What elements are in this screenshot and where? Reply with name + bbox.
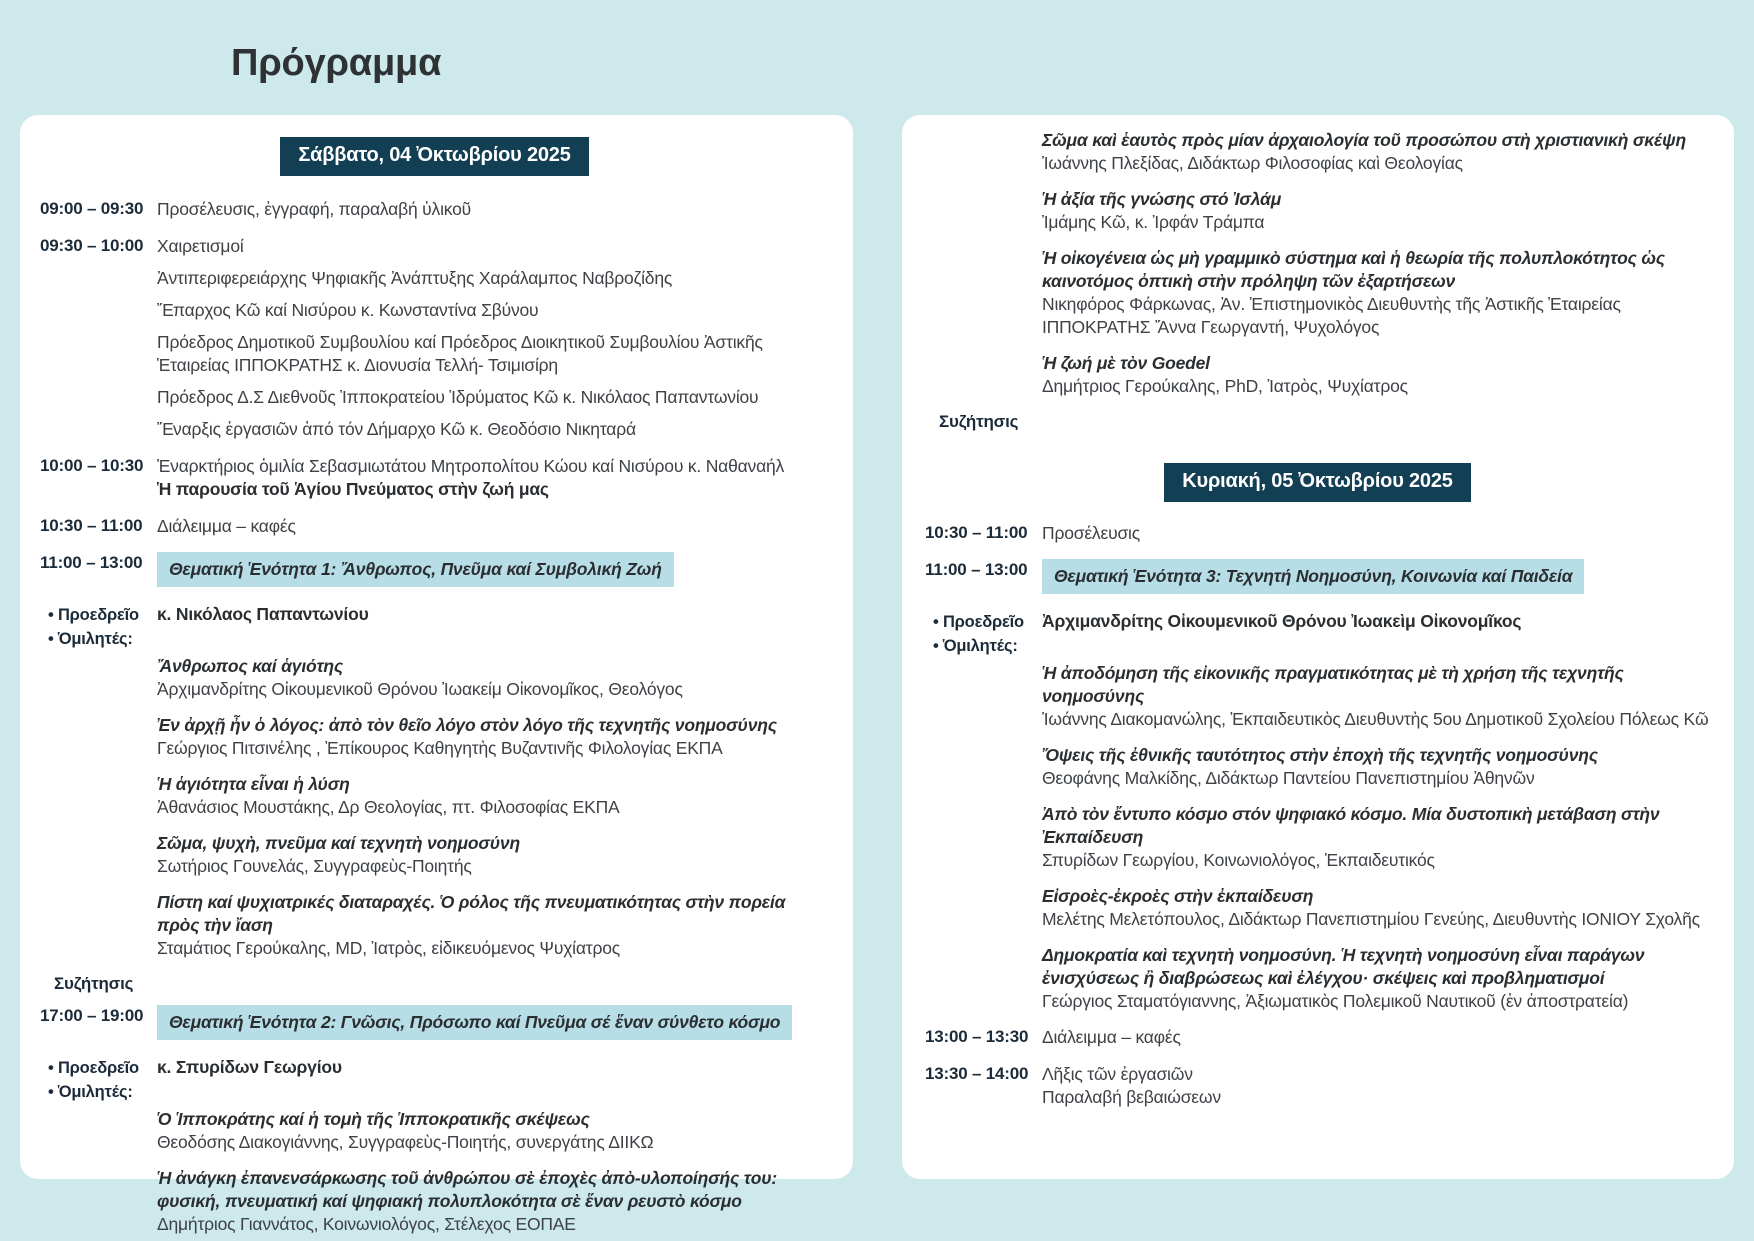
talk-title: Εἰσροὲς-ἐκροὲς στὴν ἐκπαίδευση [1042, 886, 1314, 906]
talk-row [925, 129, 1710, 175]
talk-title: Ἡ οἰκογένεια ὡς μὴ γραμμικὸ σύστημα καὶ ἡ θεωρία τῆς πολυπλοκότητος ὡς καινοτόμος ὀπτικὴ στὴν πρόληψη τῶν ἐξαρτήσεων [1042, 248, 1665, 291]
session-row [925, 559, 1710, 594]
talk-row [925, 885, 1710, 931]
talk-speaker: Γεώργιος Σταματόγιαννης, Ἀξιωματικὸς Πολεμικοῦ Ναυτικοῦ (ἐν ἀποστρατεία) [1042, 991, 1629, 1011]
discussion-label: Συζήτησις [939, 412, 1019, 431]
event-text: Χαιρετισμοί [157, 236, 244, 256]
event-text: Διάλειμμα – καφές [1042, 1027, 1181, 1047]
time-label: 13:30 – 14:00 [925, 1064, 1029, 1083]
program-card-right [902, 115, 1734, 1179]
chair-row [925, 610, 1710, 658]
event-column [157, 891, 829, 960]
event-text: Λῆξις τῶν ἐργασιῶν [1042, 1064, 1193, 1084]
schedule-row [40, 235, 829, 441]
talk-row [925, 352, 1710, 398]
chair-label: • Προεδρεῖο [48, 1059, 139, 1077]
time-label: 10:30 – 11:00 [40, 516, 143, 535]
talk-speaker: Ἀθανάσιος Μουστάκης, Δρ Θεολογίας, πτ. Φιλοσοφίας ΕΚΠΑ [157, 797, 620, 817]
time-label: 11:00 – 13:00 [40, 553, 143, 572]
discussion-row [925, 411, 1710, 433]
talk-speaker: Ἰμάμης Κῶ, κ. Ἰρφάν Τράμπα [1042, 212, 1265, 232]
day-badge: Σάββατο, 04 Ὀκτωβρίου 2025 [280, 137, 588, 176]
talk-speaker: Ἰωάννης Πλεξίδας, Διδάκτωρ Φιλοσοφίας καὶ Θεολογίας [1042, 153, 1463, 173]
day-badge: Κυριακή, 05 Ὀκτωβρίου 2025 [1164, 463, 1470, 502]
talk-row [925, 803, 1710, 872]
event-column [1042, 129, 1710, 175]
schedule-row [40, 515, 829, 538]
session-row [40, 1005, 829, 1040]
time-column [40, 552, 157, 574]
event-column [1042, 522, 1710, 545]
event-column [157, 832, 829, 878]
talk-title: Δημοκρατία καὶ τεχνητὴ νοημοσύνη. Ἡ τεχνητὴ νοημοσύνη εἶναι παράγων ἐνισχύσεως ἢ διαβρώσεως καὶ ἐλέγχου· σκέψεις καὶ προβληματισμοί [1042, 945, 1645, 988]
event-column [1042, 610, 1710, 633]
time-column [40, 455, 157, 477]
talk-title: Πίστη καί ψυχιατρικές διαταραχές. Ὁ ρόλος τῆς πνευματικότητας στὴν πορεία πρὸς τὴν ἴαση [157, 892, 786, 935]
talk-title: Σῶμα, ψυχὴ, πνεῦμα καί τεχνητὴ νοημοσύνη [157, 833, 520, 853]
talk-speaker: Θεοδόσης Διακογιάννης, Συγγραφεὺς-Ποιητής, συνεργάτης ΔΙΙΚΩ [157, 1132, 654, 1152]
event-column [157, 655, 829, 701]
time-column [925, 522, 1042, 544]
session-title: Θεματική Ἑνότητα 2: Γνῶσις, Πρόσωπο καί Πνεῦμα σέ ἕναν σύνθετο κόσμο [157, 1005, 792, 1040]
time-label: 11:00 – 13:00 [925, 560, 1028, 579]
event-text: Πρόεδρος Δ.Σ Διεθνοῦς Ἱπποκρατείου Ἱδρύματος Κῶ κ. Νικόλαος Παπαντωνίου [157, 387, 759, 407]
event-column [157, 603, 829, 626]
talk-row [925, 662, 1710, 731]
labels-column [40, 1056, 157, 1104]
event-column [157, 1108, 829, 1154]
schedule-row [925, 1026, 1710, 1049]
event-column [157, 198, 829, 221]
event-text: Ἔναρξις ἐργασιῶν ἀπό τόν Δήμαρχο Κῶ κ. Θεοδόσιο Νικηταρά [157, 419, 636, 439]
schedule-row [925, 522, 1710, 545]
chair-label: • Προεδρεῖο [933, 613, 1024, 631]
talk-title: Σῶμα καὶ ἑαυτὸς πρὸς μίαν ἀρχαιολογία τοῦ προσώπου στὴ χριστιανικὴ σκέψη [1042, 130, 1686, 150]
chair-label: • Προεδρεῖο [48, 606, 139, 624]
time-label: 17:00 – 19:00 [40, 1006, 144, 1025]
event-column [157, 1005, 829, 1040]
event-column [157, 455, 829, 501]
talk-row [925, 247, 1710, 339]
event-column [1042, 1063, 1710, 1109]
schedule-row [925, 1063, 1710, 1109]
time-column [40, 198, 157, 220]
talk-speaker: Νικηφόρος Φάρκωνας, Ἀν. Ἐπιστημονικὸς Διευθυντὴς τῆς Ἀστικῆς Ἑταιρείας ΙΠΠΟΚΡΑΤΗΣ Ἄννα Γεωργαντή, Ψυχολόγος [1042, 294, 1621, 337]
event-column [1042, 662, 1710, 731]
talk-row [40, 1108, 829, 1154]
day-badge-row [40, 137, 829, 176]
talk-row [40, 714, 829, 760]
day-badge-row [925, 463, 1710, 502]
talk-row [925, 188, 1710, 234]
event-column [1042, 559, 1710, 594]
talk-speaker: Ἰωάννης Διακομανώλης, Ἐκπαιδευτικὸς Διευθυντὴς 5ου Δημοτικοῦ Σχολείου Πόλεως Κῶ [1042, 709, 1709, 729]
event-text: Πρόεδρος Δημοτικοῦ Συμβουλίου καί Πρόεδρος Διοικητικοῦ Συμβουλίου Ἀστικῆς Ἑταιρείας ΙΠΠΟΚΡΑΤΗΣ κ. Διονυσία Τελλή- Τσιμισίρη [157, 332, 763, 375]
talk-speaker: Σωτήριος Γουνελάς, Συγγραφεὺς-Ποιητής [157, 856, 472, 876]
talk-row [40, 655, 829, 701]
event-column [157, 235, 829, 441]
talk-row [925, 944, 1710, 1013]
labels-column [40, 603, 157, 651]
labels-column [925, 411, 1042, 433]
talk-speaker: Δημήτριος Γερούκαλης, PhD, Ἰατρὸς, Ψυχίατρος [1042, 376, 1408, 396]
event-column [1042, 885, 1710, 931]
event-column [157, 1167, 829, 1236]
talk-row [40, 832, 829, 878]
talk-speaker: Γεώργιος Πιτσινέλης , Ἐπίκουρος Καθηγητὴς Βυζαντινῆς Φιλολογίας ΕΚΠΑ [157, 738, 723, 758]
event-column [1042, 744, 1710, 790]
speakers-label: • Ὁμιλητές: [48, 630, 133, 648]
talk-title: Ἄνθρωπος καί ἁγιότης [157, 656, 344, 676]
event-text: Ἔπαρχος Κῶ καί Νισύρου κ. Κωνσταντίνα Σβύνου [157, 300, 539, 320]
session-row [40, 552, 829, 587]
discussion-row [40, 973, 829, 995]
talk-title: Ὄψεις τῆς ἐθνικῆς ταυτότητος στὴν ἐποχὴ τῆς τεχνητῆς νοημοσύνης [1042, 745, 1598, 765]
talk-title: Ἐν ἀρχῇ ἦν ὁ λόγος: ἀπὸ τὸν θεῖο λόγο στὸν λόγο τῆς τεχνητῆς νοημοσύνης [157, 715, 777, 735]
chair-name: κ. Σπυρίδων Γεωργίου [157, 1057, 342, 1077]
time-column [40, 235, 157, 257]
event-column [1042, 803, 1710, 872]
event-column [1042, 944, 1710, 1013]
event-column [1042, 188, 1710, 234]
time-label: 10:00 – 10:30 [40, 456, 144, 475]
talk-speaker: Ἀρχιμανδρίτης Οἰκουμενικοῦ Θρόνου Ἰωακείμ Οἰκονομῖκος, Θεολόγος [157, 679, 683, 699]
talk-title: Ὁ Ἱπποκράτης καί ἡ τομὴ τῆς Ἱπποκρατικῆς σκέψεως [157, 1109, 590, 1129]
event-column [157, 714, 829, 760]
time-column [925, 559, 1042, 581]
session-title: Θεματική Ἑνότητα 3: Τεχνητή Νοημοσύνη, Κοινωνία καί Παιδεία [1042, 559, 1584, 594]
chair-name: Ἀρχιμανδρίτης Οἰκουμενικοῦ Θρόνου Ἰωακεὶμ Οἰκονομῖκος [1042, 611, 1522, 631]
event-column [157, 773, 829, 819]
time-column [925, 1026, 1042, 1048]
event-column [157, 515, 829, 538]
talk-speaker: Δημήτριος Γιαννάτος, Κοινωνιολόγος, Στέλεχος ΕΟΠΑΕ [157, 1214, 576, 1234]
session-title: Θεματική Ἑνότητα 1: Ἄνθρωπος, Πνεῦμα καί Συμβολική Ζωή [157, 552, 674, 587]
time-column [40, 515, 157, 537]
speakers-label: • Ὁμιλητές: [48, 1083, 133, 1101]
time-label: 09:00 – 09:30 [40, 199, 144, 218]
event-text: Ἀντιπεριφερειάρχης Ψηφιακῆς Ἀνάπτυξης Χαράλαμπος Ναβροζίδης [157, 268, 673, 288]
event-text: Προσέλευσις [1042, 523, 1140, 543]
event-column [157, 552, 829, 587]
talk-title: Ἡ ἁγιότητα εἶναι ἡ λύση [157, 774, 350, 794]
talk-row [40, 891, 829, 960]
talk-row [40, 1167, 829, 1236]
talk-title: Ἡ ἀξία τῆς γνώσης στό Ἰσλάμ [1042, 189, 1282, 209]
schedule-row [40, 198, 829, 221]
talk-title: Ἡ ζωή μὲ τὸν Goedel [1042, 353, 1210, 373]
labels-column [40, 973, 157, 995]
talk-speaker: Σπυρίδων Γεωργίου, Κοινωνιολόγος, Ἐκπαιδευτικός [1042, 850, 1435, 870]
program-card-left [20, 115, 853, 1234]
event-text: Διάλειμμα – καφές [157, 516, 296, 536]
event-column [1042, 352, 1710, 398]
talk-title: Ἀπὸ τὸν ἔντυπο κόσμο στόν ψηφιακό κόσμο. Μία δυστοπικὴ μετάβαση στὴν Ἐκπαίδευση [1042, 804, 1660, 847]
time-label: 10:30 – 11:00 [925, 523, 1028, 542]
labels-column [925, 610, 1042, 658]
talk-speaker: Μελέτης Μελετόπουλος, Διδάκτωρ Πανεπιστημίου Γενεύης, Διευθυντὴς ΙΟΝΙΟΥ Σχολῆς [1042, 909, 1700, 929]
talk-title: Ἡ ἀποδόμηση τῆς εἰκονικῆς πραγματικότητας μὲ τὴ χρήση τῆς τεχνητῆς νοημοσύνης [1042, 663, 1624, 706]
talk-title: Ἡ ἀνάγκη ἐπανενσάρκωσης τοῦ ἀνθρώπου σὲ ἐποχὲς ἀπὸ-υλοποίησής του: φυσική, πνευματική καί ψηφιακή πολυπλοκότητα σὲ ἕναν ρευστὸ κόσμο [157, 1168, 777, 1211]
talk-speaker: Σταμάτιος Γερούκαλης, MD, Ἰατρὸς, εἰδικευόμενος Ψυχίατρος [157, 938, 621, 958]
event-column [1042, 1026, 1710, 1049]
event-column [157, 1056, 829, 1079]
time-column [925, 1063, 1042, 1085]
chair-name: κ. Νικόλαος Παπαντωνίου [157, 604, 369, 624]
event-text: Ἐναρκτήριος ὁμιλία Σεβασμιωτάτου Μητροπολίτου Κώου καί Νισύρου κ. Ναθαναήλ [157, 456, 785, 476]
talk-row [925, 744, 1710, 790]
event-text: Παραλαβή βεβαιώσεων [1042, 1087, 1221, 1107]
time-label: 09:30 – 10:00 [40, 236, 144, 255]
time-column [40, 1005, 157, 1027]
chair-row [40, 1056, 829, 1104]
talk-row [40, 773, 829, 819]
schedule-row [40, 455, 829, 501]
page-title: Πρόγραμμα [231, 42, 442, 84]
event-text: Προσέλευσις, ἐγγραφή, παραλαβή ὑλικοῦ [157, 199, 472, 219]
time-label: 13:00 – 13:30 [925, 1027, 1029, 1046]
discussion-label: Συζήτησις [54, 974, 134, 993]
event-column [1042, 247, 1710, 339]
event-text: Ἡ παρουσία τοῦ Ἁγίου Πνεύματος στὴν ζωή μας [157, 479, 549, 499]
chair-row [40, 603, 829, 651]
talk-speaker: Θεοφάνης Μαλκίδης, Διδάκτωρ Παντείου Πανεπιστημίου Ἀθηνῶν [1042, 768, 1535, 788]
speakers-label: • Ὁμιλητές: [933, 637, 1018, 655]
